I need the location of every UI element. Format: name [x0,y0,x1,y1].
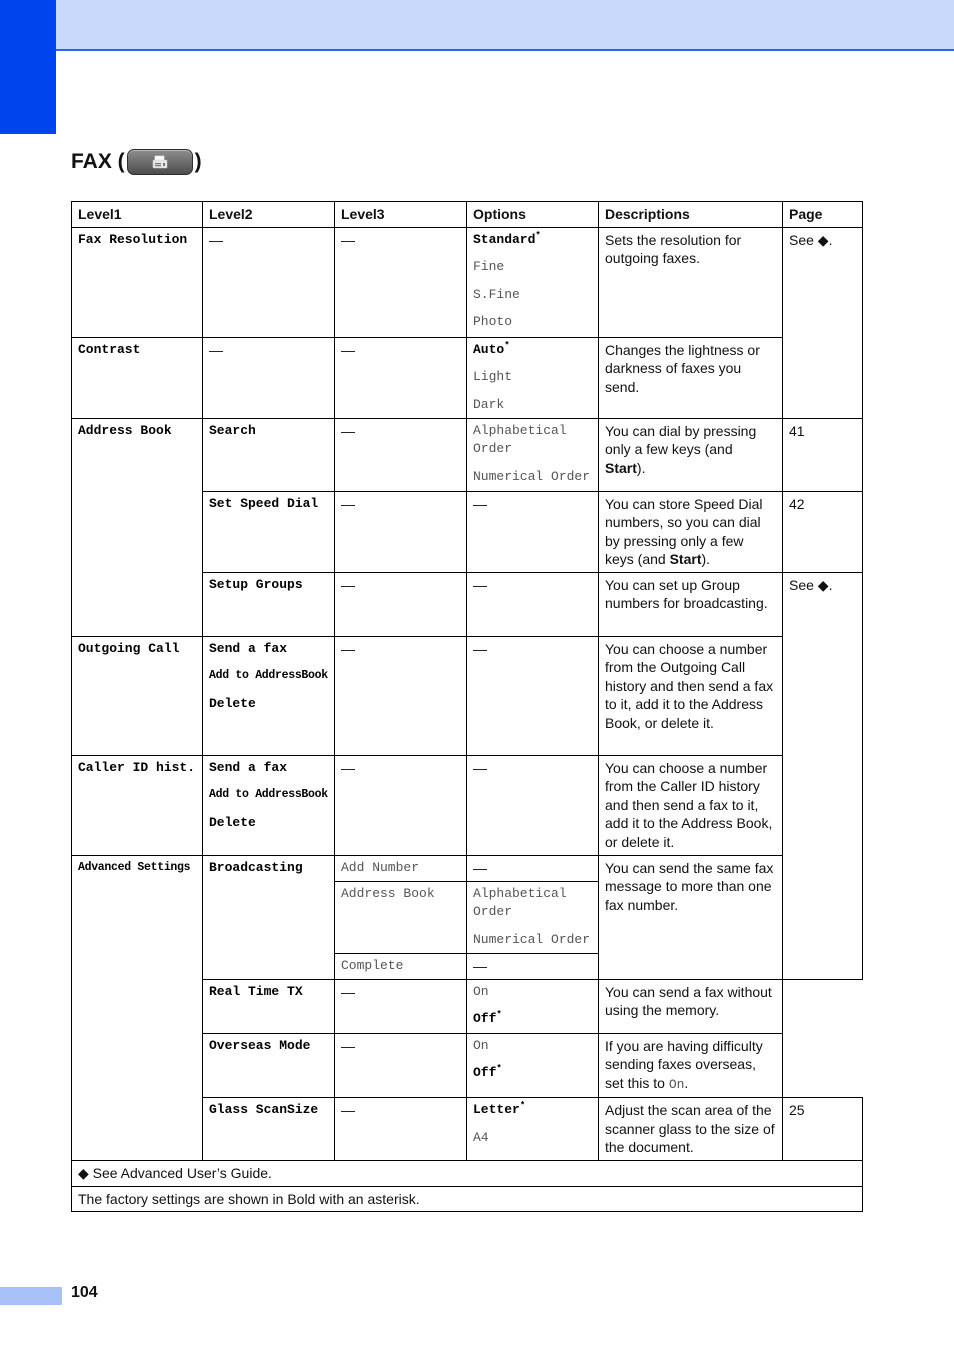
option-default: Off* [473,1009,502,1026]
column-header-descriptions: Descriptions [599,202,783,228]
column-header-level2: Level2 [203,202,335,228]
level2-cell: — [203,227,335,337]
column-header-options: Options [467,202,599,228]
options-cell: — [467,636,599,755]
column-header-level3: Level3 [335,202,467,228]
options-cell: — [467,855,599,881]
submenu-item: Delete [209,695,256,711]
table-row [72,855,863,881]
note-row [72,1186,863,1212]
level2-cell: Setup Groups [203,572,335,636]
options-cell [467,1033,599,1098]
option: Photo [473,314,513,329]
page-cell: 42 [783,491,863,572]
description-cell: Adjust the scan area of the scanner glass to the size of the document. [599,1098,783,1161]
option: On [473,1037,489,1053]
level1-cell: Fax Resolution [72,227,203,337]
page-cell: See ◆. [783,572,863,979]
page-title-close: ) [194,150,202,173]
level2-cell: Broadcasting [203,855,335,979]
description-cell: You can dial by pressing only a few keys (and Start). [599,418,783,491]
options-cell [467,1098,599,1161]
level2-cell: Overseas Mode [203,1033,335,1098]
level1-cell: Outgoing Call [72,636,203,755]
table-row [72,337,863,418]
level2-cell: Real Time TX [203,979,335,1033]
chapter-tab [0,0,56,134]
table-row [72,227,863,337]
option: Numerical Order [473,931,591,947]
level2-cell: — [203,337,335,418]
level3-cell: — [335,636,467,755]
option: Numerical Order [473,468,591,484]
description-cell: If you are having difficulty sending faxes overseas, set this to On. [599,1033,783,1098]
option: S.Fine [473,286,520,302]
level3-cell: — [335,227,467,337]
level3-cell: Complete [335,953,467,979]
level1-cell: Caller ID hist. [72,755,203,855]
option: Fine [473,259,505,274]
options-cell [467,881,599,953]
option: On [473,983,489,999]
footnote-factory-settings: The factory settings are shown in Bold with an asterisk. [72,1186,863,1212]
table-row [72,636,863,755]
column-header-page: Page [783,202,863,228]
options-cell [467,979,599,1033]
submenu-item: Add to AddressBook [209,669,328,682]
options-cell [467,418,599,491]
description-cell: You can set up Group numbers for broadcasting. [599,572,783,636]
options-cell [467,337,599,418]
page-number-tab [0,1287,62,1305]
fax-key-icon [127,149,193,175]
submenu-item: Send a fax [209,640,288,656]
submenu-item: Add to AddressBook [209,788,328,801]
level3-cell: — [335,491,467,572]
page-cell: See ◆. [783,227,863,418]
description-cell: You can send a fax without using the memory. [599,979,783,1033]
description-cell: You can choose a number from the Outgoing Call history and then send a fax to it, add it to the Address Book, or delete it. [599,636,783,755]
description-cell: Sets the resolution for outgoing faxes. [599,227,783,337]
description-cell: You can choose a number from the Caller ID history and then send a fax to it, add it to the Address Book, or delete it. [599,755,783,855]
options-cell: — [467,572,599,636]
page-title-text: FAX ( [71,150,125,173]
option: Alphabetical Order [473,422,567,456]
level1-cell: Advanced Settings [72,855,203,1161]
options-cell: — [467,755,599,855]
option-default: Off* [473,1063,502,1080]
level3-cell: Add Number [335,855,467,881]
level2-cell [203,755,335,855]
table-row [72,418,863,491]
level3-cell: — [335,418,467,491]
description-cell: Changes the lightness or darkness of faxes you send. [599,337,783,418]
description-cell: You can send the same fax message to more than one fax number. [599,855,783,979]
level2-cell [203,636,335,755]
option-default: Standard* [473,230,541,247]
table-row [72,755,863,855]
footnote-advanced-guide: ◆ See Advanced User’s Guide. [72,1161,863,1187]
submenu-item: Send a fax [209,759,288,775]
options-cell: — [467,491,599,572]
header-band [0,0,954,51]
level2-cell: Set Speed Dial [203,491,335,572]
header-row [72,202,863,228]
page-number: 104 [71,1284,98,1301]
level2-cell: Glass ScanSize [203,1098,335,1161]
option-default: Auto* [473,340,510,357]
level3-cell: — [335,979,467,1033]
option: Dark [473,396,505,412]
level1-cell: Contrast [72,337,203,418]
level1-cell: Address Book [72,418,203,636]
page-cell: 25 [783,1098,863,1161]
level3-cell: — [335,1033,467,1098]
level3-cell: — [335,755,467,855]
option-default: Letter* [473,1100,526,1117]
level3-cell: — [335,1098,467,1161]
page-cell: 41 [783,418,863,491]
options-cell: — [467,953,599,979]
option: Light [473,369,513,384]
level3-cell: — [335,572,467,636]
level2-cell: Search [203,418,335,491]
fax-settings-table [71,201,863,1212]
note-row [72,1161,863,1187]
option: Alphabetical Order [473,885,567,919]
level3-cell: — [335,337,467,418]
column-header-level1: Level1 [72,202,203,228]
option: A4 [473,1129,489,1145]
description-cell: You can store Speed Dial numbers, so you can dial by pressing only a few keys (and Start). [599,491,783,572]
page-title [71,148,202,176]
level3-cell: Address Book [335,881,467,953]
submenu-item: Delete [209,814,256,830]
options-cell [467,227,599,337]
